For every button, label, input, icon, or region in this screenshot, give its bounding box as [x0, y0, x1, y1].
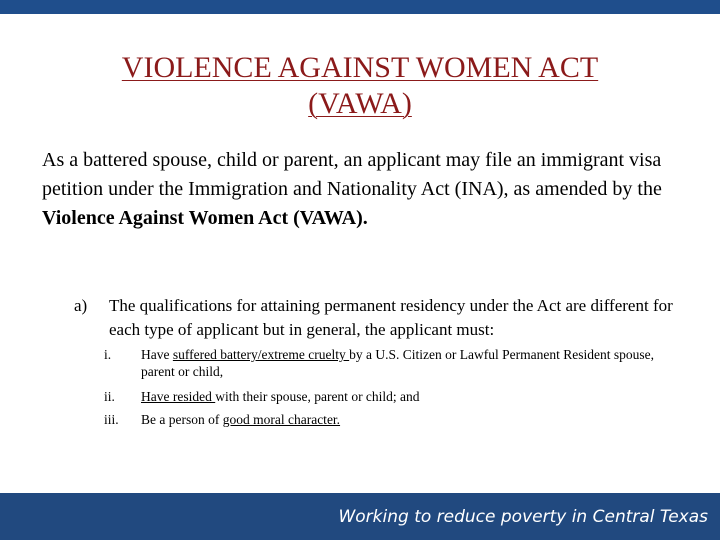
intro-bold-text: Violence Against Women Act (VAWA). — [42, 207, 368, 229]
footer-bar — [0, 493, 720, 540]
slide-title — [0, 50, 720, 122]
sub-item-underlined-text: Have resided — [141, 389, 216, 404]
slide-title-line-1: VIOLENCE AGAINST WOMEN ACT — [121, 51, 599, 84]
sub-item-text: with their spouse, parent or child; and — [215, 389, 420, 404]
intro-text: As a battered spouse, child or parent, an applicant may file an immigrant visa petition under the Immigration and Nationality Act (INA), as amended by the — [42, 149, 662, 200]
sub-item-text: Be a person of — [141, 412, 223, 427]
sub-item-number: i. — [104, 347, 112, 362]
point-a — [74, 294, 684, 342]
sub-item-number: ii. — [104, 389, 115, 404]
intro-paragraph — [42, 146, 682, 233]
sub-item-text: by a U.S. Citizen or Lawful Permanent Resident spouse, parent or child, — [141, 347, 654, 379]
sub-item-number: iii. — [104, 412, 119, 427]
sub-item-2 — [104, 388, 664, 405]
point-a-text: The qualifications for attaining permanent residency under the Act are different for each type of applicant but in general, the applicant must: — [109, 296, 673, 339]
slide-title-line-2: (VAWA) — [308, 87, 412, 120]
footer-slogan: Working to reduce poverty in Central Texas — [338, 507, 708, 527]
sub-item-3 — [104, 411, 664, 428]
sub-item-text: Have — [141, 347, 173, 362]
point-a-marker: a) — [74, 296, 88, 315]
sub-item-underlined-text: suffered battery/extreme cruelty — [172, 347, 350, 362]
sub-item-1 — [104, 346, 664, 380]
top-accent-bar — [0, 0, 720, 14]
sub-item-underlined-text: good moral character. — [222, 412, 341, 427]
